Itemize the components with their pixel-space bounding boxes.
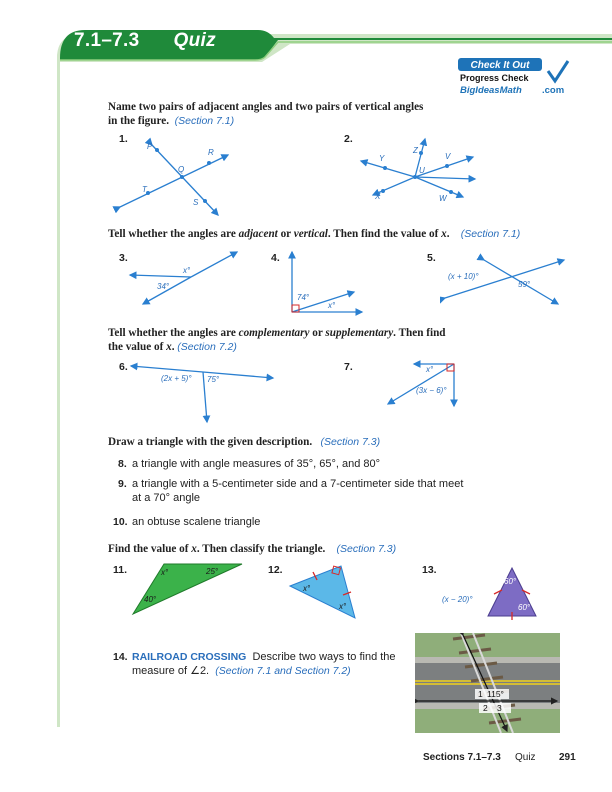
p3-supplementary: supplementary <box>325 327 394 339</box>
item8-text: a triangle with angle measures of 35°, 65°, and 80° <box>132 458 381 470</box>
p2-vertical: vertical <box>293 228 328 240</box>
ex3-angle-34: 34° <box>157 282 170 291</box>
item8-number: 8. <box>118 458 127 470</box>
ex7-number: 7. <box>344 361 353 373</box>
ex11-angle-40: 40° <box>144 595 157 604</box>
ex4-angle-x: x° <box>328 301 336 310</box>
ex14-number: 14. <box>113 651 128 663</box>
ex2-label-x: X <box>375 192 381 201</box>
ex11-angle-25: 25° <box>206 567 219 576</box>
badge-line4: .com <box>542 85 565 96</box>
ex13-angle-top: 60° <box>504 577 517 586</box>
ex4-angle-74: 74° <box>297 293 310 302</box>
railroad-photo <box>415 633 560 733</box>
ex7-angle-x: x° <box>426 365 434 374</box>
ex3-angle-x: x° <box>183 266 191 275</box>
ex7-angle-b: (3x − 6)° <box>416 386 447 395</box>
ex12-triangle <box>285 562 365 624</box>
part3-instruction <box>108 326 446 354</box>
ex11-number: 11. <box>113 564 128 576</box>
badge-line1: Check It Out <box>470 60 530 71</box>
ex14-heading: RAILROAD CROSSING <box>132 651 247 663</box>
ex13-angle-left: (x − 20)° <box>442 595 473 604</box>
part2-section: (Section 7.1) <box>460 228 521 240</box>
ex6-angle-75: 75° <box>207 375 220 384</box>
ex1-figure <box>100 135 230 225</box>
ex2-label-v: V <box>445 152 451 161</box>
photo-label-115: 115° <box>487 689 504 699</box>
ex11-angle-x: x° <box>161 568 169 577</box>
photo-label-3: 3 <box>497 703 502 713</box>
ex1-label-r: R <box>208 148 214 157</box>
part2-instruction <box>108 227 520 241</box>
ex13-angle-right: 60° <box>518 603 531 612</box>
ex5-figure <box>440 250 570 310</box>
p3-pre: Tell whether the angles are <box>108 327 239 339</box>
ex6-figure <box>125 358 285 428</box>
p3-period: . <box>171 341 175 353</box>
p5-x: x <box>191 543 197 555</box>
ex2-label-y: Y <box>379 154 385 163</box>
ex2-label-u: U <box>419 166 425 175</box>
ex1-label-p: P <box>147 142 153 151</box>
ex13-triangle <box>440 560 550 622</box>
ex14-section: (Section 7.1 and Section 7.2) <box>215 665 351 677</box>
ex1-label-t: T <box>142 185 147 194</box>
p5-pre: Find the value of <box>108 543 192 555</box>
photo-label-1: 1 <box>478 689 483 699</box>
p2-x: x <box>441 228 447 240</box>
ex2-number: 2. <box>344 133 353 145</box>
ex3-figure <box>125 248 245 308</box>
p3-line2: the value of <box>108 341 167 353</box>
part1-instr-a: Name two pairs of adjacent angles and two pairs of vertical angles <box>108 101 424 113</box>
photo-label-2: 2 <box>483 703 488 713</box>
badge-line2: Progress Check <box>460 73 529 83</box>
ex5-number: 5. <box>427 252 436 264</box>
item9-line2: at a 70° angle <box>132 492 201 504</box>
ex4-number: 4. <box>271 252 280 264</box>
p3-x: x <box>166 341 172 353</box>
ex12-number: 12. <box>268 564 283 576</box>
ex11-triangle <box>128 560 248 620</box>
checkmark-icon <box>548 61 568 81</box>
part5-section: (Section 7.3) <box>336 543 397 555</box>
p2-pre: Tell whether the angles are <box>108 228 239 240</box>
ex5-angle-a: (x + 10)° <box>448 272 479 281</box>
part1-section: (Section 7.1) <box>174 115 235 127</box>
part3-section: (Section 7.2) <box>177 341 237 353</box>
page-title <box>74 30 216 52</box>
ex13-number: 13. <box>422 564 437 576</box>
p4-text: Draw a triangle with the given description. <box>108 436 313 448</box>
ex5-angle-59: 59° <box>518 280 531 289</box>
item9-number: 9. <box>118 478 127 490</box>
ex12-angle-x1: x° <box>303 584 311 593</box>
p2-adjacent: adjacent <box>238 228 278 240</box>
item9-text <box>132 477 463 505</box>
ex6-number: 6. <box>119 361 128 373</box>
ex2-label-z: Z <box>413 146 418 155</box>
part4-instruction <box>108 435 380 449</box>
p2-post: . Then find the value of <box>327 228 442 240</box>
ex3-number: 3. <box>119 252 128 264</box>
quiz-label: Quiz <box>173 30 216 51</box>
p2-or: or <box>277 228 294 240</box>
ex6-angle-a: (2x + 5)° <box>161 374 192 383</box>
item10-number: 10. <box>113 516 128 528</box>
p3-complementary: complementary <box>238 327 310 339</box>
ex14-line1: Describe two ways to find the <box>252 651 396 663</box>
p3-post: . Then find <box>393 327 446 339</box>
item9-line1: a triangle with a 5-centimeter side and a 7-centimeter side that meet <box>132 478 464 490</box>
part1-instruction <box>108 100 423 128</box>
ex14-text <box>132 650 396 678</box>
p3-or: or <box>309 327 326 339</box>
ex4-figure <box>280 248 370 318</box>
ex1-label-s: S <box>193 198 199 207</box>
part5-instruction <box>108 542 396 556</box>
footer-sections: Sections 7.1–7.3 <box>423 752 501 763</box>
page-number: 291 <box>559 752 576 763</box>
ex7-figure <box>380 358 490 418</box>
check-it-out-badge[interactable] <box>456 57 574 97</box>
item10-text: an obtuse scalene triangle <box>132 516 261 528</box>
ex1-label-q: Q <box>178 165 185 174</box>
ex14-line2: measure of ∠2. <box>132 665 210 677</box>
section-range: 7.1–7.3 <box>74 30 140 51</box>
ex2-figure <box>355 135 485 215</box>
badge-line3: BigIdeasMath <box>460 85 522 96</box>
part4-section: (Section 7.3) <box>320 436 381 448</box>
p2-period: . <box>446 228 450 240</box>
part1-instr-b: in the figure. <box>108 115 170 127</box>
ex12-angle-x2: x° <box>339 602 347 611</box>
ex1-number: 1. <box>119 133 128 145</box>
ex2-label-w: W <box>439 194 447 203</box>
p5-post: . Then classify the triangle. <box>196 543 326 555</box>
footer-quiz: Quiz <box>515 752 536 763</box>
